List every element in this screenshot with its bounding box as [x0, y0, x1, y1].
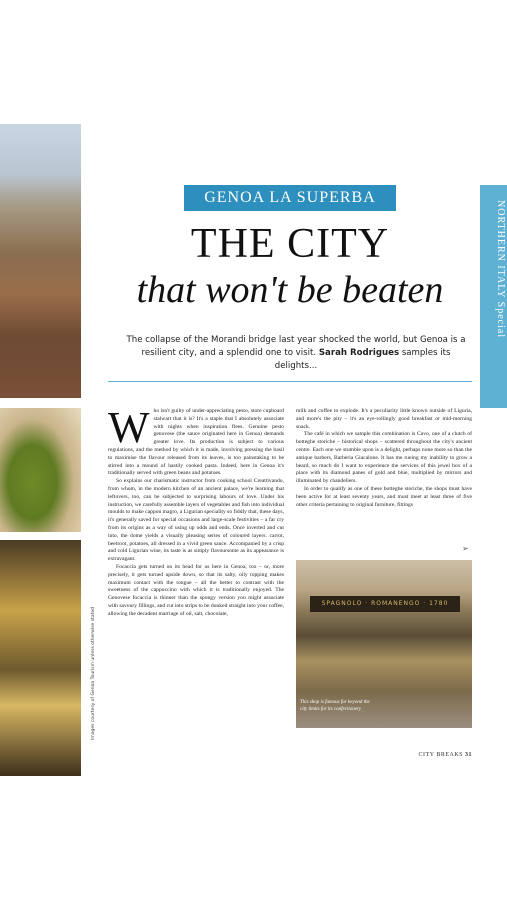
- continue-arrow-icon: ➢: [462, 544, 469, 553]
- paragraph: milk and coffee to explode. It's a peculiarity little known outside of Liguria, and more's the pity – it's an eye-rollingly good breakfast or mid-morning snack.: [296, 408, 472, 430]
- standfirst-author: Sarah Rodrigues: [318, 348, 400, 358]
- section-tab-label: NORTHERN ITALY Special: [495, 200, 506, 339]
- standfirst-tail: samples its delights...: [274, 348, 451, 371]
- paragraph: So explains our charismatic instructor from cooking school Creattivando, from whom, in the modern kitchen of an ancient palace, we're learning that leftovers, too, can be subjected to surprising labours of love. Under his instruction, we carefully assemble layers of vegetables and fish into individual moulds to make cappon magro, a Ligurian speciality so fiddly that, these days, it's generally saved for special occasions and large-scale festivities – a far cry from its origins as a way of using up odds and ends. Once inverted and cut into, the dome yields a visually pleasing series of coloured layers: carrot, beetroot, potatoes, all dressed in a vivid green sauce. Accompanied by a crisp and cold Ligurian wine, its taste is as simply flavoursome as its appearance is extravagant.: [108, 478, 285, 563]
- drop-cap: W: [108, 403, 150, 452]
- paragraph: The café in which we sample this combination is Cavo, one of a clutch of botteghe storiche – historical shops – scattered throughout the city's ancient centre. Each one we stumble upon is a delight, perhaps none more so than the antique barbers, Barberia Giacalone. It has me rueing my inability to grow a beard, so much do I want to experience the services of this jewel box of a place with its diamond panes of gold and blue, multiplied by mirrors and illuminated by chandeliers.: [296, 431, 472, 485]
- paragraph: Who isn't guilty of under-appreciating pesto, store cupboard stalwart that it is? It's a staple that I absolutely associate with nights when inspiration flees. Genuine pesto genovese (the sauce originated here in Genoa) demands greater love. Its production is subject to various regulations, and the method by which it is made, involving pressing the basil to maximise the flavour released from its leaves, is too painstaking to be stirred into a mound of hastily cooked pasta. Indeed, here in Genoa it's traditionally served with green beans and potatoes.: [108, 403, 284, 477]
- shop-sign: SPAGNOLO · ROMANENGO · 1780: [310, 596, 460, 612]
- standfirst: [120, 334, 472, 373]
- headline-line1: THE CITY: [190, 221, 390, 267]
- standfirst-text: The collapse of the Morandi bridge last year shocked the world, but Genoa is a resilient city, and a splendid one to visit.: [126, 335, 466, 358]
- headline-line2: that won't be beaten: [136, 269, 444, 311]
- kicker-label: GENOA LA SUPERBA: [184, 185, 396, 211]
- paragraph: Focaccia gets turned on its head for us here in Genoa, too – or, more precisely, it gets turned upside down, so that its salty, oily topping makes maximum contact with the tongue – all the better to contrast with the sweetness of the cappuccino with which it is traditionally enjoyed. The Genovese focaccia is thinner than the spongy version you might associate with savoury fillings, and cut into strips to be dunked straight into your coffee, allowing the decadent marriage of oil, salt, chocolate,: [108, 563, 284, 617]
- divider-rule: [108, 381, 472, 382]
- body-column-1: [108, 403, 285, 619]
- body-column-2: [296, 408, 472, 509]
- pesto-pasta-photo: [0, 408, 81, 532]
- photo-caption: This shop is famous far beyond the city limits for its confectionery: [300, 700, 370, 712]
- page-folio: [412, 752, 472, 758]
- folio-page: 31: [465, 752, 472, 758]
- genoa-skyline-photo: [0, 124, 81, 398]
- folio-label: CITY BREAKS: [418, 752, 463, 758]
- photo-credit: Images courtesy of Genoa Tourism unless otherwise stated: [91, 607, 96, 740]
- shop-interior-photo: [0, 540, 81, 776]
- paragraph: In order to qualify as one of these botteghe storiche, the shops must have been active for at least seventy years, and must meet at least three of five other criteria pertaining to original furniture, fittings: [296, 485, 472, 508]
